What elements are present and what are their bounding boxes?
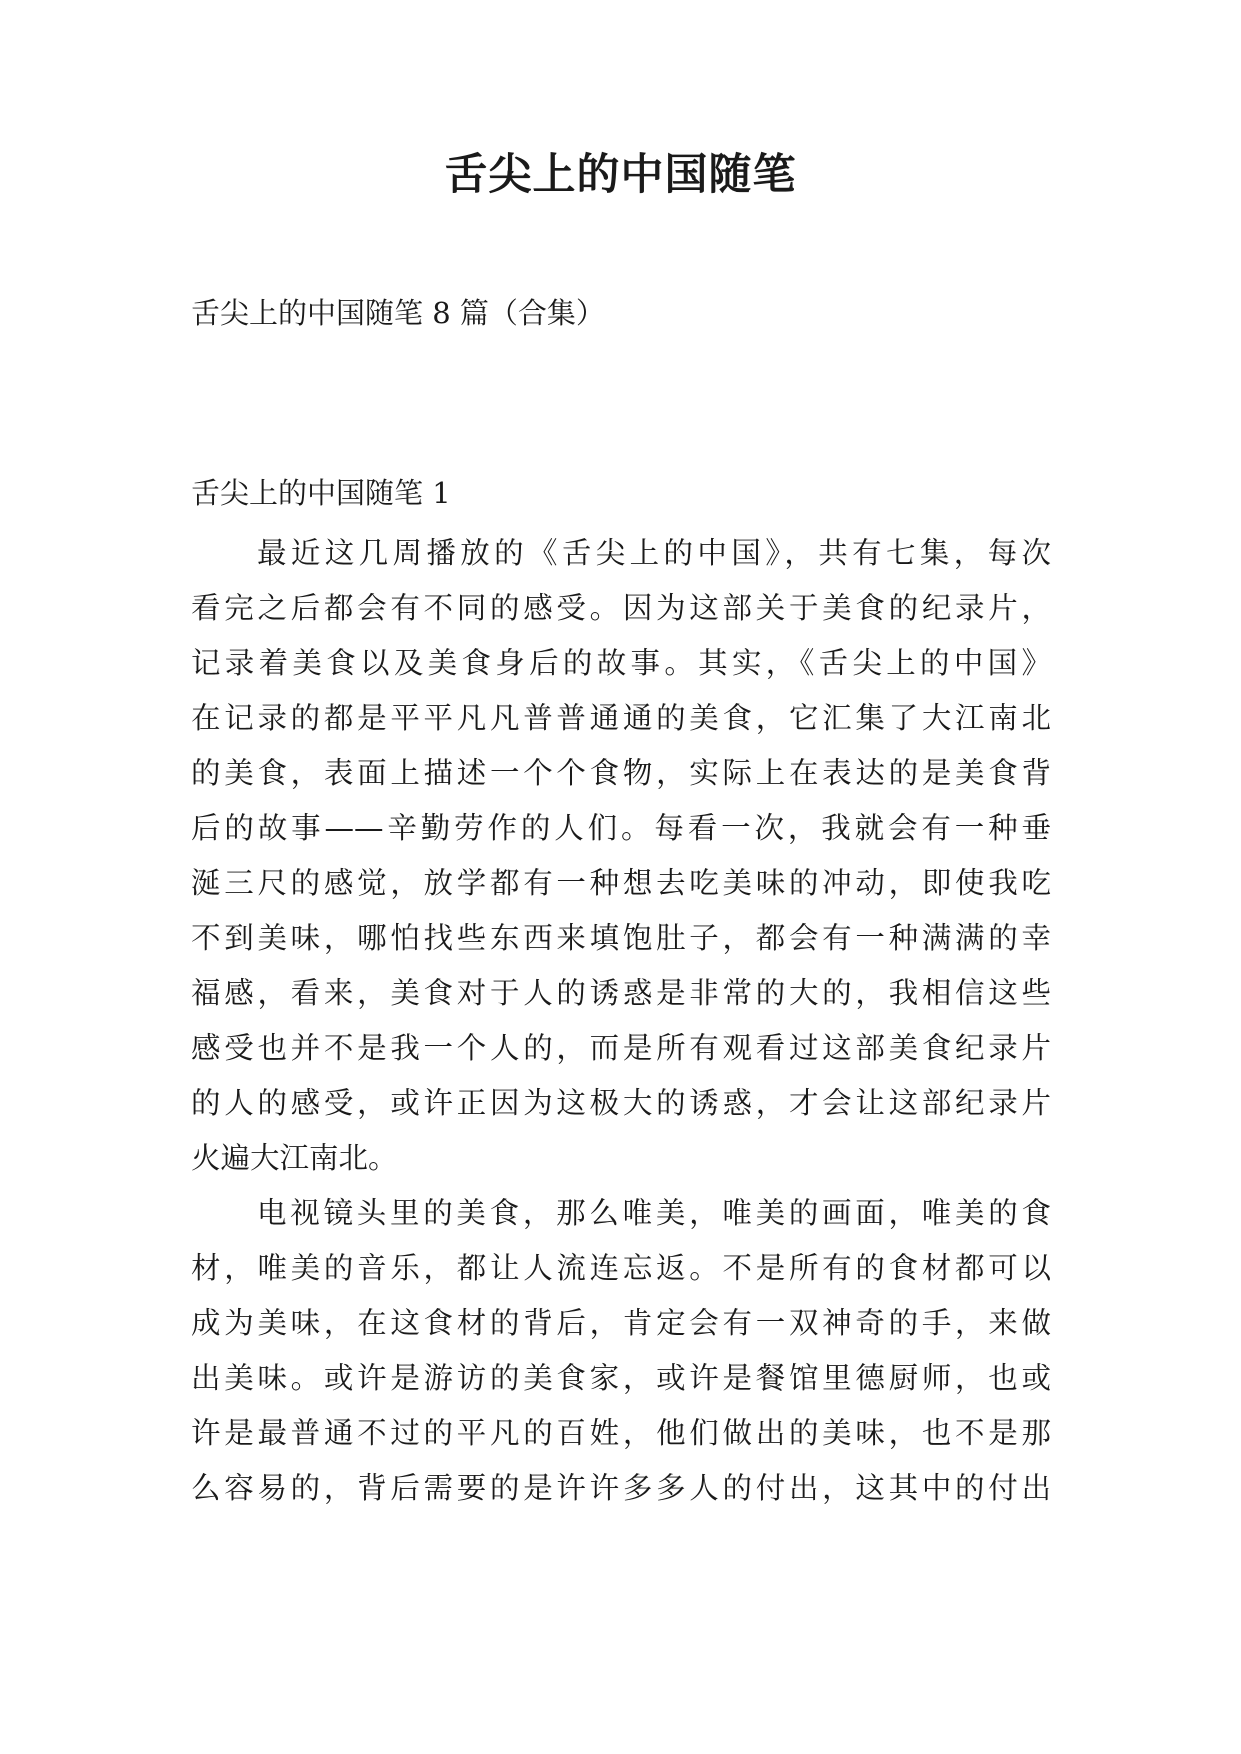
text-line: 的人的感受，或许正因为这极大的诱惑，才会让这部纪录片 <box>191 1086 1051 1120</box>
document-subtitle: 舌尖上的中国随笔 8 篇（合集） <box>191 296 605 330</box>
text-line: 感受也并不是我一个人的，而是所有观看过这部美食纪录片 <box>191 1031 1051 1065</box>
paragraph <box>191 526 1051 1186</box>
paragraph <box>191 1186 1051 1516</box>
text-line: 电视镜头里的美食，那么唯美，唯美的画面，唯美的食 <box>257 1196 1051 1230</box>
text-line: 么容易的，背后需要的是许许多多人的付出，这其中的付出 <box>191 1471 1051 1505</box>
text-line: 火遍大江南北。 <box>191 1141 398 1175</box>
text-line: 最近这几周播放的《舌尖上的中国》，共有七集，每次 <box>257 536 1051 570</box>
text-line: 材，唯美的音乐，都让人流连忘返。不是所有的食材都可以 <box>191 1251 1051 1285</box>
text-line: 许是最普通不过的平凡的百姓，他们做出的美味，也不是那 <box>191 1416 1051 1450</box>
text-line: 成为美味，在这食材的背后，肯定会有一双神奇的手，来做 <box>191 1306 1051 1340</box>
text-line: 福感，看来，美食对于人的诱惑是非常的大的，我相信这些 <box>191 976 1051 1010</box>
document-title: 舌尖上的中国随笔 <box>444 150 797 200</box>
text-line: 后的故事——辛勤劳作的人们。每看一次，我就会有一种垂 <box>191 811 1051 845</box>
text-line: 的美食，表面上描述一个个食物，实际上在表达的是美食背 <box>191 756 1051 790</box>
text-line: 涎三尺的感觉，放学都有一种想去吃美味的冲动，即使我吃 <box>191 866 1051 900</box>
text-line: 记录着美食以及美食身后的故事。其实，《舌尖上的中国》 <box>191 646 1051 680</box>
text-line: 在记录的都是平平凡凡普普通通的美食，它汇集了大江南北 <box>191 701 1051 735</box>
section-heading: 舌尖上的中国随笔 1 <box>191 476 451 510</box>
text-line: 看完之后都会有不同的感受。因为这部关于美食的纪录片， <box>191 591 1051 625</box>
document-body <box>191 526 1051 1516</box>
text-line: 出美味。或许是游访的美食家，或许是餐馆里德厨师，也或 <box>191 1361 1051 1395</box>
text-line: 不到美味，哪怕找些东西来填饱肚子，都会有一种满满的幸 <box>191 921 1051 955</box>
